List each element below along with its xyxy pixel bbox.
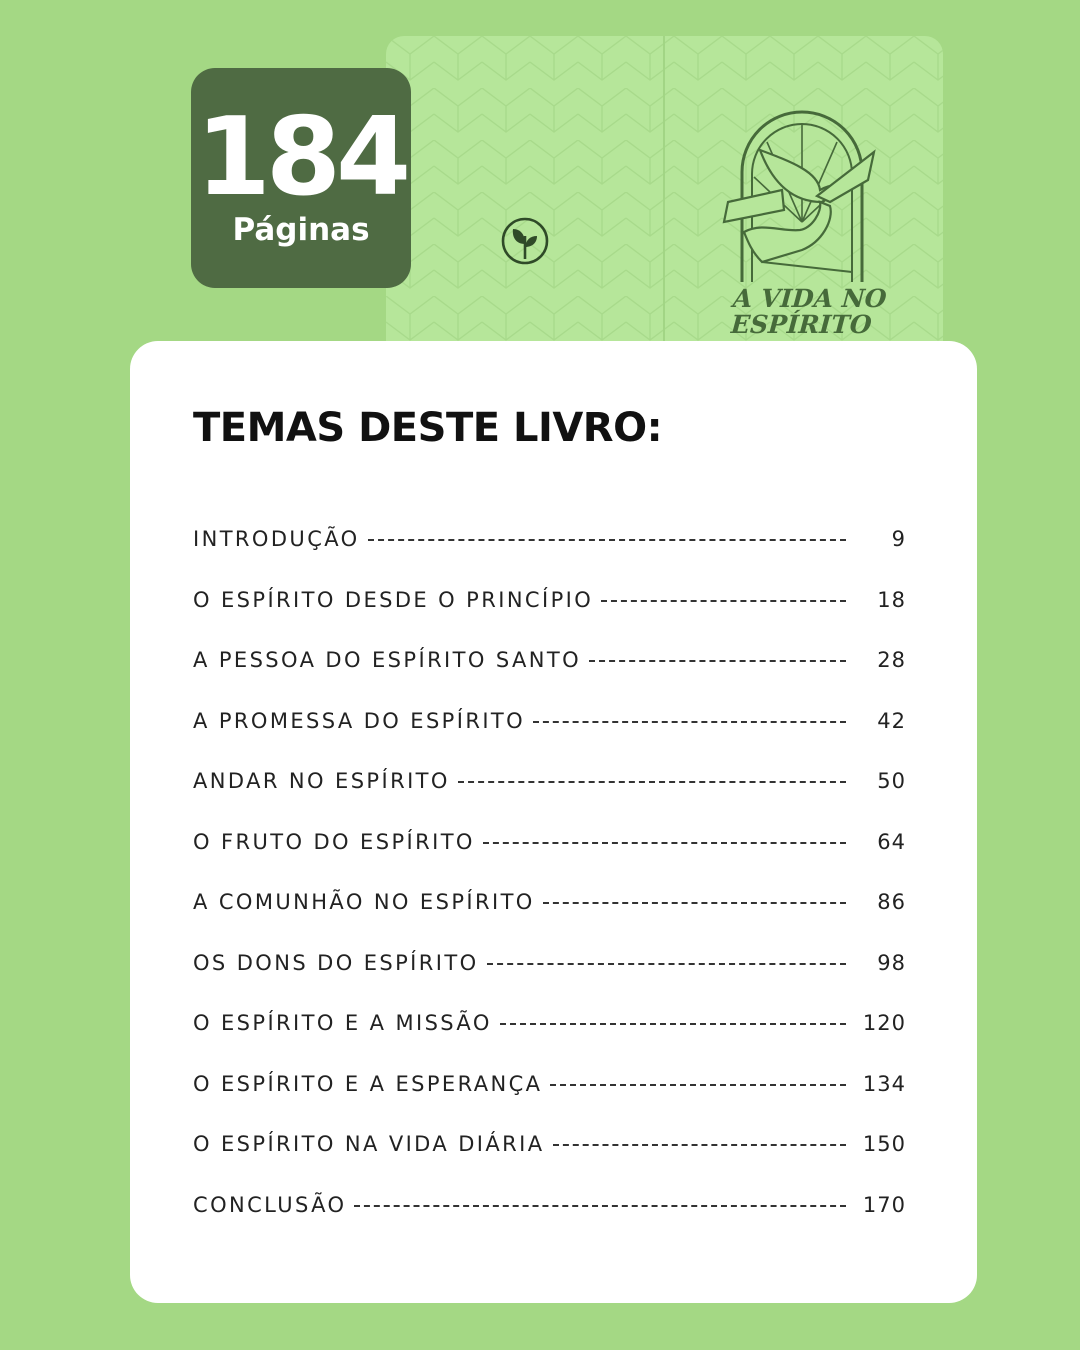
cover-title-line-2: ESPÍRITO <box>730 310 873 339</box>
contents-card <box>130 341 977 1303</box>
toc-item <box>193 1054 906 1115</box>
toc-leader <box>368 539 846 541</box>
toc-leader <box>550 1084 846 1086</box>
toc-leader <box>500 1023 846 1025</box>
leaf-sprout-icon <box>500 214 550 268</box>
toc-item <box>193 570 906 631</box>
toc-item-page: 120 <box>862 1011 906 1036</box>
page-count-badge <box>191 68 411 288</box>
toc-item-label: OS DONS DO ESPÍRITO <box>193 950 479 975</box>
toc-item <box>193 1114 906 1175</box>
toc-item-page: 18 <box>877 587 906 612</box>
toc-item-page: 98 <box>877 950 906 975</box>
toc-leader <box>354 1205 846 1207</box>
toc-leader <box>553 1144 846 1146</box>
toc-item-label: O ESPÍRITO DESDE O PRINCÍPIO <box>193 587 594 612</box>
toc-item-page: 64 <box>877 829 906 854</box>
toc-item <box>193 872 906 933</box>
toc-item-page: 150 <box>862 1132 906 1157</box>
book-mockup <box>386 36 943 366</box>
toc-item-label: ANDAR NO ESPÍRITO <box>193 769 450 794</box>
toc-item-page: 86 <box>877 890 906 915</box>
toc-leader <box>483 842 846 844</box>
toc-item-page: 9 <box>891 527 906 552</box>
toc-item <box>193 812 906 873</box>
page-count-number: 184 <box>195 95 407 220</box>
toc-item-page: 42 <box>877 708 906 733</box>
toc-leader <box>589 660 846 662</box>
toc-item-label: O ESPÍRITO NA VIDA DIÁRIA <box>193 1132 545 1157</box>
toc-item <box>193 691 906 752</box>
dove-hand-arch-icon <box>722 102 882 288</box>
toc-list <box>193 509 906 1235</box>
book-cover-title <box>730 284 888 339</box>
toc-item <box>193 1175 906 1236</box>
toc-item <box>193 933 906 994</box>
book-spine <box>663 36 665 366</box>
toc-item-label: INTRODUÇÃO <box>193 527 360 552</box>
toc-item <box>193 630 906 691</box>
toc-item-page: 134 <box>862 1071 906 1096</box>
toc-item-label: CONCLUSÃO <box>193 1192 347 1217</box>
toc-leader <box>601 600 846 602</box>
toc-item-label: O ESPÍRITO E A MISSÃO <box>193 1011 492 1036</box>
toc-leader <box>543 902 846 904</box>
toc-item-label: O ESPÍRITO E A ESPERANÇA <box>193 1071 543 1096</box>
page-count-label: Páginas <box>232 212 370 248</box>
toc-leader <box>533 721 846 723</box>
toc-item-label: O FRUTO DO ESPÍRITO <box>193 829 475 854</box>
toc-leader <box>458 781 846 783</box>
toc-item-page: 50 <box>877 769 906 794</box>
toc-item <box>193 751 906 812</box>
toc-item-label: A COMUNHÃO NO ESPÍRITO <box>193 890 535 915</box>
toc-item <box>193 509 906 570</box>
toc-item-page: 28 <box>877 648 906 673</box>
toc-leader <box>487 963 846 965</box>
contents-title: TEMAS DESTE LIVRO: <box>193 405 663 451</box>
toc-item-page: 170 <box>862 1192 906 1217</box>
toc-item-label: A PROMESSA DO ESPÍRITO <box>193 708 526 733</box>
toc-item-label: A PESSOA DO ESPÍRITO SANTO <box>193 648 582 673</box>
cover-title-line-1: A VIDA NO <box>731 284 888 313</box>
toc-item <box>193 993 906 1054</box>
